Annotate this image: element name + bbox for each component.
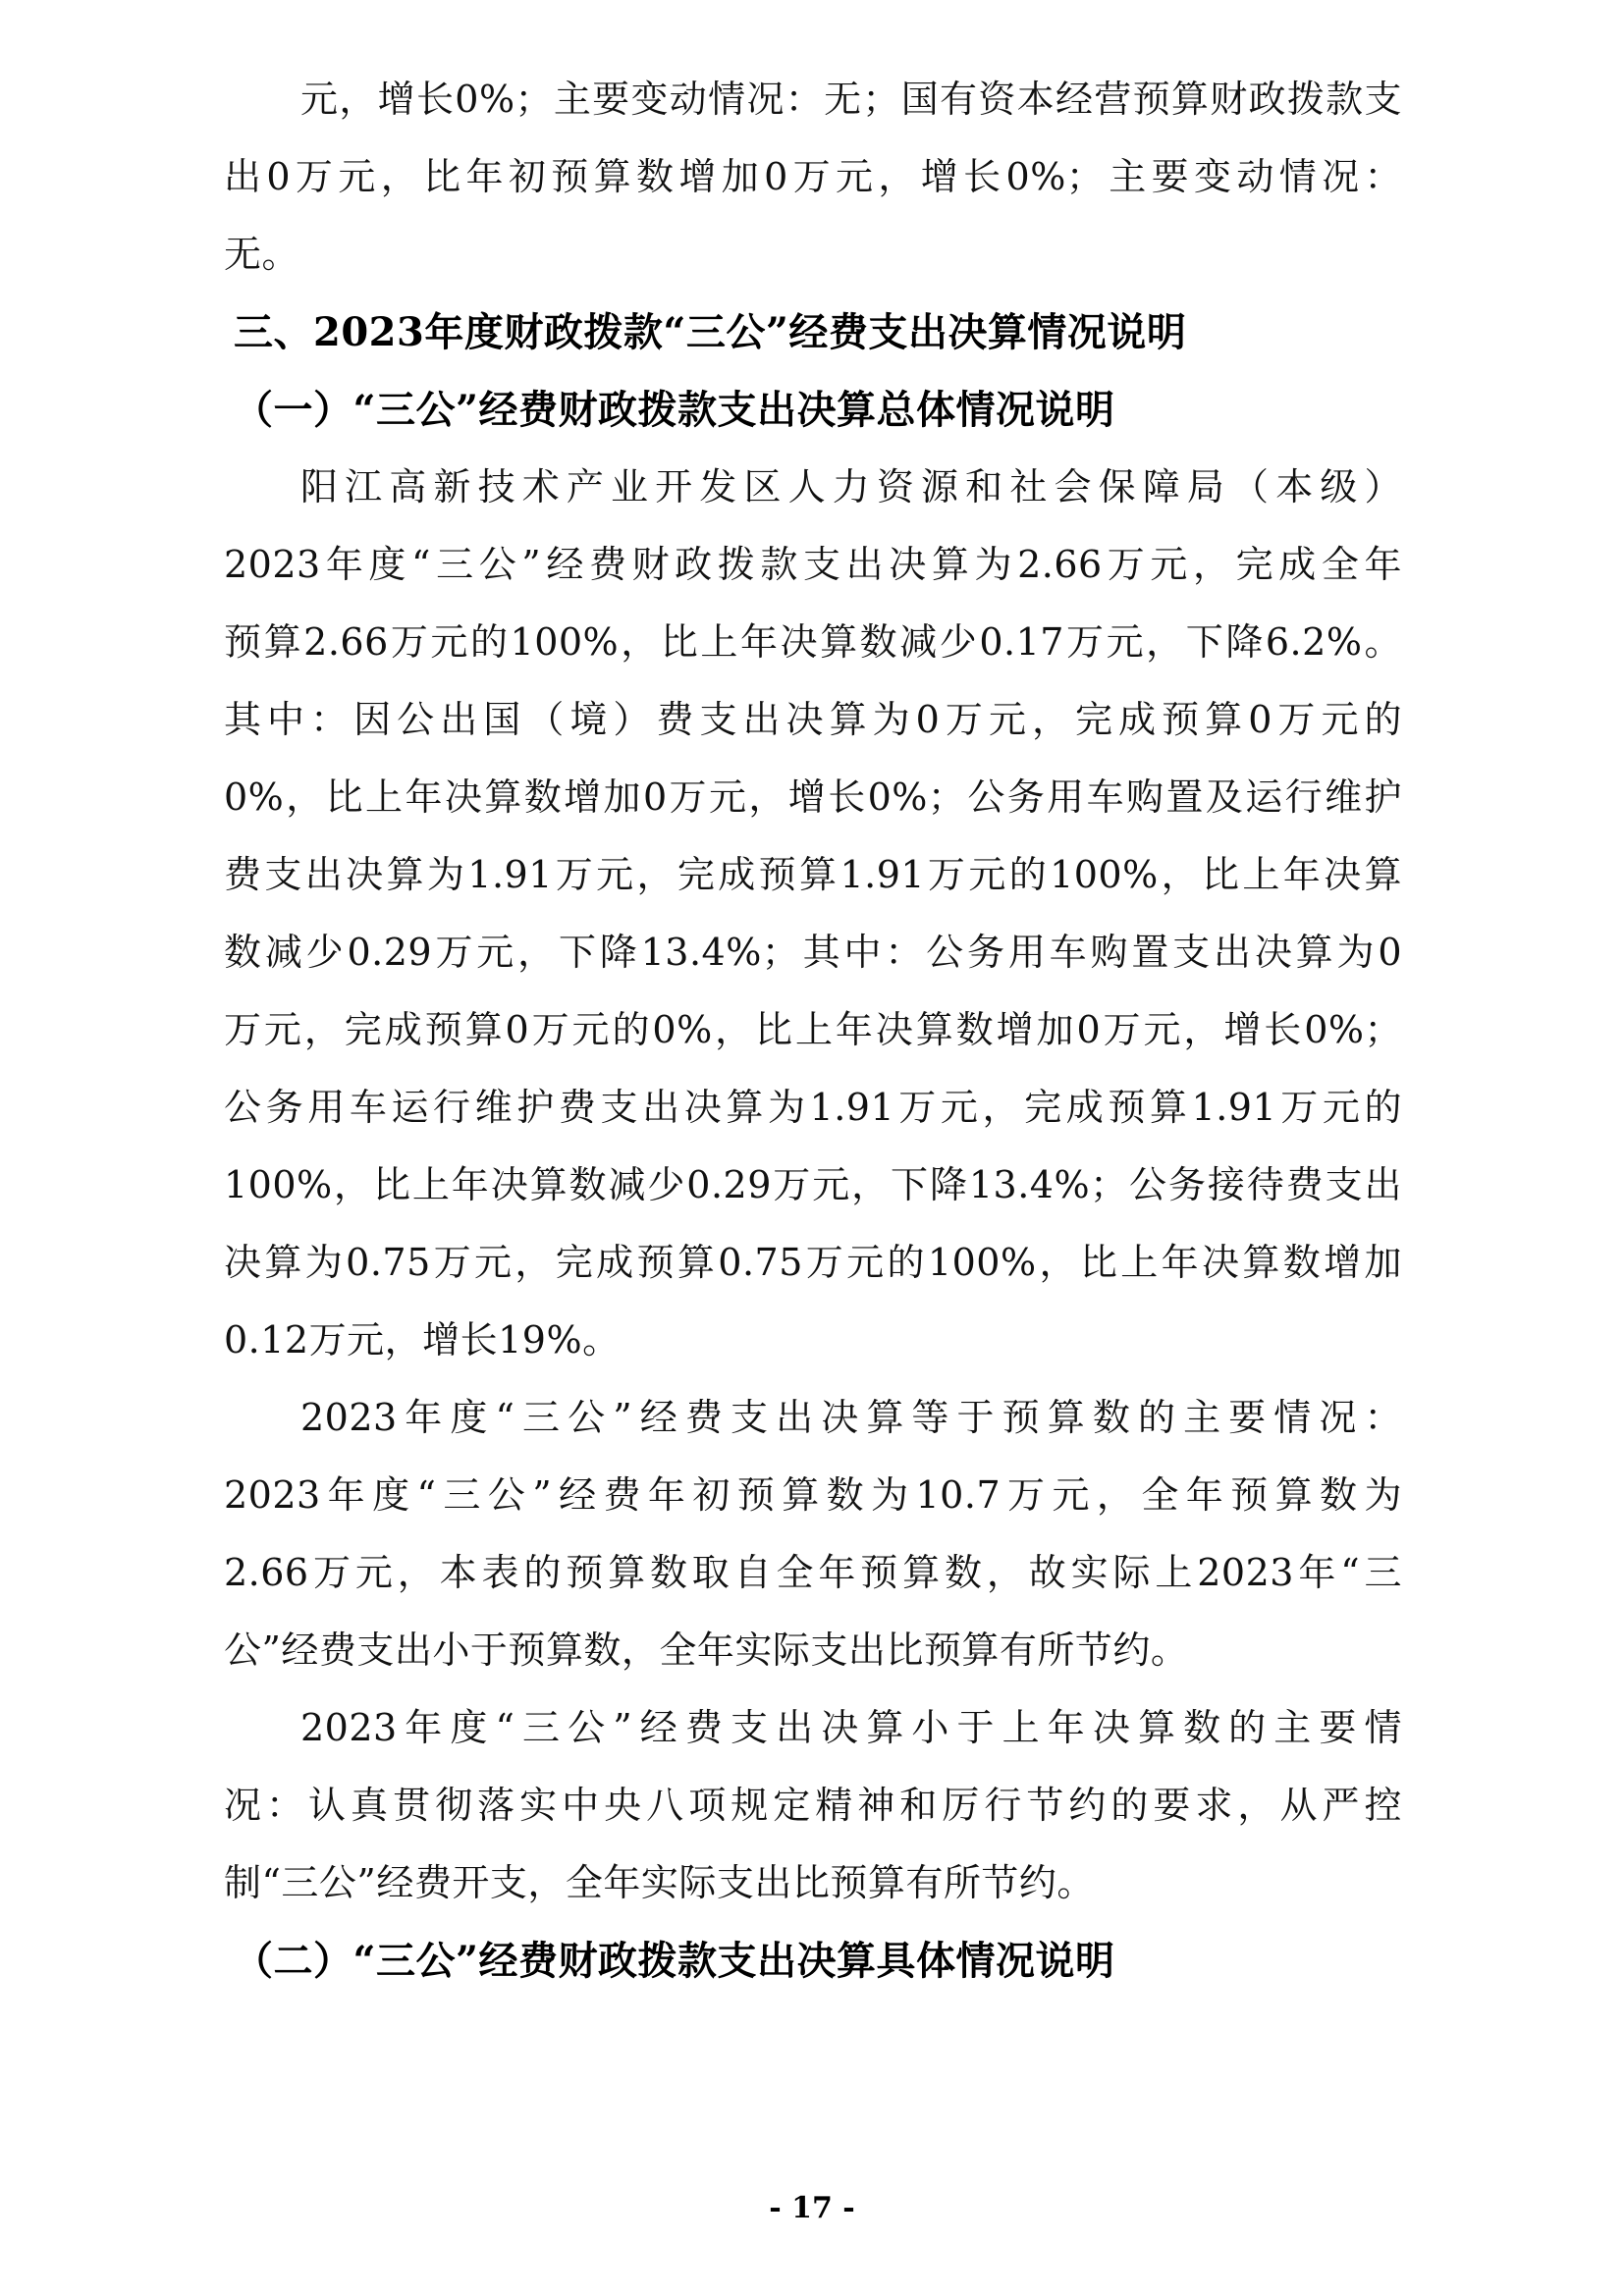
text-line: 0.12万元，增长19%。 bbox=[224, 1318, 621, 1362]
text-line: 2023年度“三公”经费财政拨款支出决算为2.66万元，完成全年 bbox=[224, 543, 1402, 586]
text-line: 费支出决算为1.91万元，完成预算1.91万元的100%，比上年决算 bbox=[224, 853, 1402, 896]
page-content bbox=[224, 61, 1402, 2000]
text-line: 2023年度“三公”经费支出决算等于预算数的主要情况： bbox=[300, 1396, 1402, 1439]
page-number-footer: - 17 - bbox=[769, 2191, 855, 2225]
text-line: 数减少0.29万元，下降13.4%；其中：公务用车购置支出决算为0 bbox=[224, 931, 1402, 974]
text-line: 阳江高新技术产业开发区人力资源和社会保障局（本级） bbox=[300, 465, 1402, 508]
text-line: 2.66万元，本表的预算数取自全年预算数，故实际上2023年“三 bbox=[224, 1551, 1402, 1594]
paragraph-less-than-last-year bbox=[224, 1689, 1402, 1922]
text-line: 预算2.66万元的100%，比上年决算数减少0.17万元，下降6.2%。 bbox=[224, 620, 1402, 664]
text-line: 出0万元，比年初预算数增加0万元，增长0%；主要变动情况： bbox=[224, 155, 1402, 198]
heading-section-three: 三、2023年度财政拨款“三公”经费支出决算情况说明 bbox=[234, 309, 1187, 355]
text-line: 公”经费支出小于预算数，全年实际支出比预算有所节约。 bbox=[224, 1629, 1189, 1672]
paragraph-overall-situation bbox=[224, 449, 1402, 1379]
paragraph-continued bbox=[224, 61, 1402, 294]
text-line: 无。 bbox=[224, 233, 300, 276]
text-line: 公务用车运行维护费支出决算为1.91万元，完成预算1.91万元的 bbox=[224, 1086, 1402, 1129]
text-line: 100%，比上年决算数减少0.29万元，下降13.4%；公务接待费支出 bbox=[224, 1163, 1402, 1206]
paragraph-equal-budget bbox=[224, 1379, 1402, 1689]
text-line: 2023年度“三公”经费年初预算数为10.7万元，全年预算数为 bbox=[224, 1473, 1402, 1517]
text-line: 其中：因公出国（境）费支出决算为0万元，完成预算0万元的 bbox=[224, 698, 1402, 741]
heading-subsection-one: （一）“三公”经费财政拨款支出决算总体情况说明 bbox=[234, 387, 1115, 433]
text-line: 元，增长0%；主要变动情况：无；国有资本经营预算财政拨款支 bbox=[300, 78, 1402, 121]
text-line: 2023年度“三公”经费支出决算小于上年决算数的主要情 bbox=[300, 1706, 1402, 1749]
text-line: 制“三公”经费开支，全年实际支出比预算有所节约。 bbox=[224, 1861, 1095, 1904]
text-line: 况：认真贯彻落实中央八项规定精神和厉行节约的要求，从严控 bbox=[224, 1784, 1402, 1827]
text-line: 决算为0.75万元，完成预算0.75万元的100%，比上年决算数增加 bbox=[224, 1241, 1402, 1284]
text-line: 0%，比上年决算数增加0万元，增长0%；公务用车购置及运行维护 bbox=[224, 775, 1402, 819]
text-line: 万元，完成预算0万元的0%，比上年决算数增加0万元，增长0%； bbox=[224, 1008, 1402, 1051]
heading-subsection-two: （二）“三公”经费财政拨款支出决算具体情况说明 bbox=[234, 1938, 1115, 1984]
